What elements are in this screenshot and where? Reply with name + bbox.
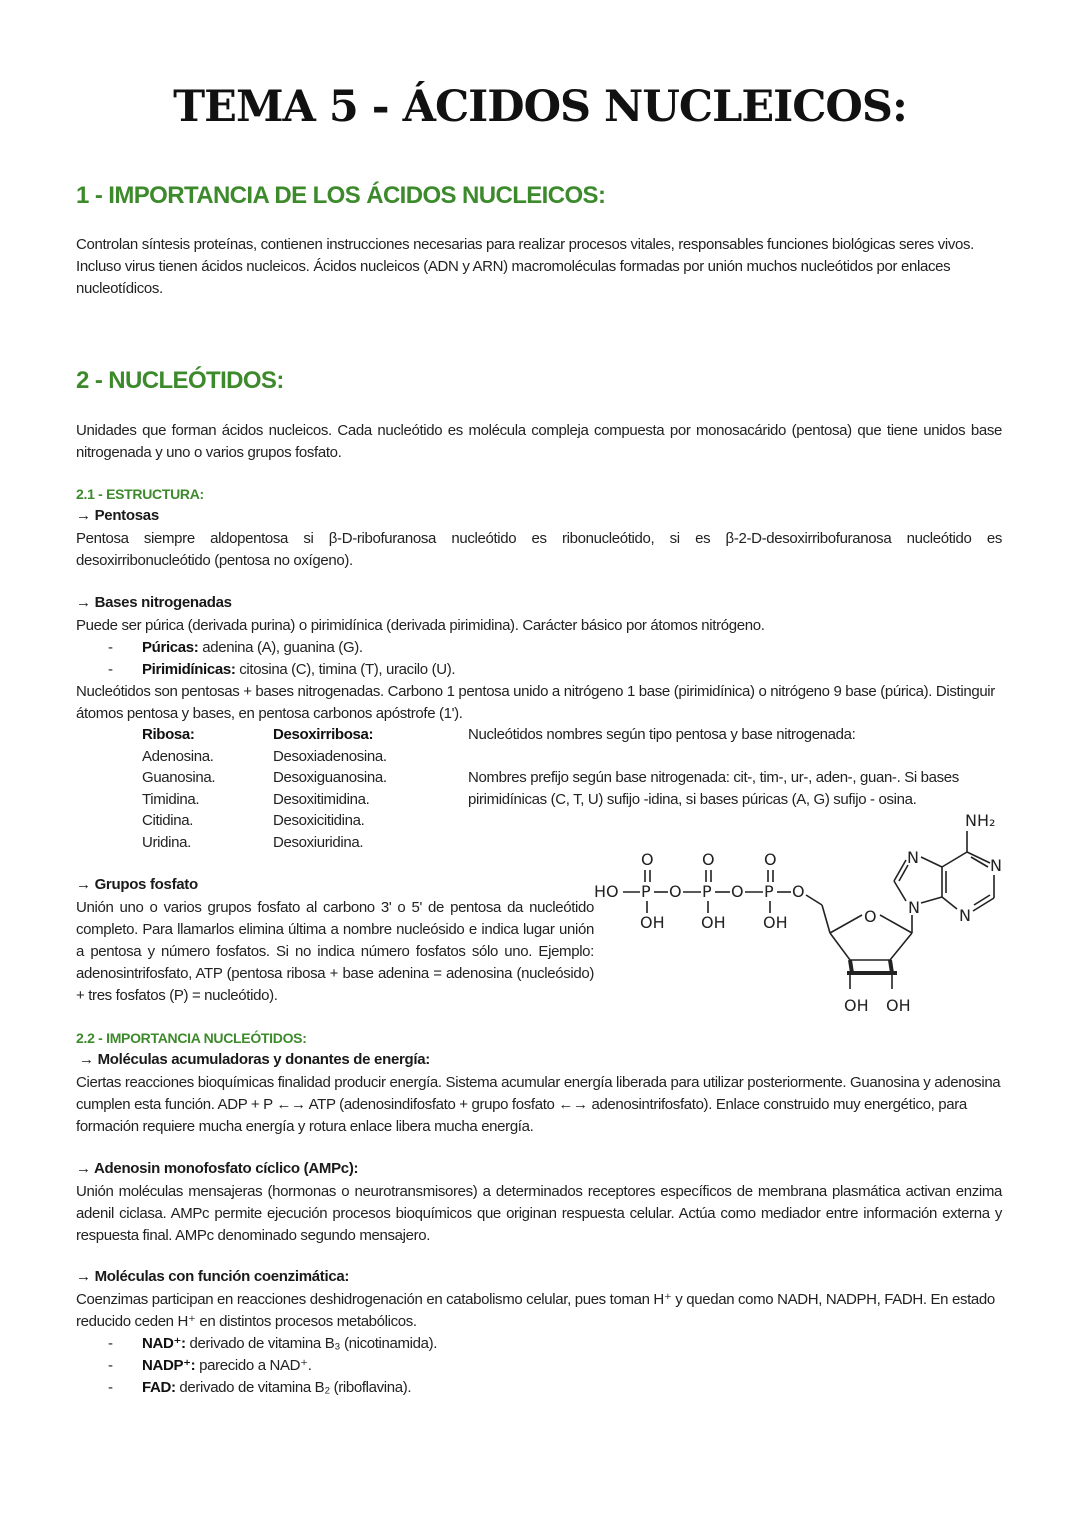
oh-label: OH	[701, 913, 726, 932]
list-item: Desoxiguanosina.	[273, 769, 387, 787]
bases-after-text: Nucleótidos son pentosas + bases nitrogenadas. Carbono 1 pentosa unido a nitrógeno 1 base (pirimidínica) o nitrógeno 9 base (púrica). Distinguir átomos pentosa y bases, en pentosa carbonos apóstrofe (1').	[76, 683, 995, 722]
ampc-heading: → Adenosin monofosfato cíclico (AMPc):	[76, 1160, 359, 1177]
list-item: Adenosina.	[142, 747, 214, 765]
oh-label: OH	[640, 913, 665, 932]
o-label: O	[792, 882, 805, 901]
list-item: Citidina.	[142, 812, 194, 830]
bullet-nadp: - NADP⁺: parecido a NAD⁺.	[108, 1357, 312, 1374]
pentosas-text: Pentosa siempre aldopentosa si β-D-ribofuranosa nucleótido es ribonucleótido, si es β-2-D-desoxirribofuranosa nucleótido es desoxirribonucleótido (pentosa no oxígeno).	[76, 530, 1002, 569]
ho-label: HO	[594, 882, 619, 901]
n-label: N	[908, 898, 920, 917]
n-label: N	[907, 848, 919, 867]
oh-label: OH	[844, 996, 869, 1015]
o-label: O	[669, 882, 682, 901]
naming-note: Nucleótidos nombres según tipo pentosa y base nitrogenada:	[468, 726, 856, 743]
section-2-heading: 2 - NUCLEÓTIDOS:	[76, 367, 284, 394]
desoxirribosa-list	[273, 724, 387, 854]
ribosa-list	[142, 724, 215, 854]
o-label: O	[641, 850, 654, 869]
energia-text: Ciertas reacciones bioquímicas finalidad producir energía. Sistema acumular energía liberada para utilizar posteriormente. Guanosina y adenosina cumplen esta función. ADP + P ←→ ATP (adenosindifosfato + grupo fosfato ←→ adenosintrifosfato). Enlace construido muy energético, para formación requiere mucha energía y rotura enlace libera mucha energía.	[76, 1074, 1001, 1135]
estructura-heading: 2.1 - ESTRUCTURA:	[76, 486, 204, 502]
bases-intro: Puede ser púrica (derivada purina) o pirimidínica (derivada pirimidina). Carácter básico por átomos nitrógeno.	[76, 617, 765, 634]
list-item: Desoxiadenosina.	[273, 747, 387, 765]
coenzimatica-heading: → Moléculas con función coenzimática:	[76, 1268, 350, 1285]
prefix-note: Nombres prefijo según base nitrogenada: cit-, tim-, ur-, aden-, guan-. Si bases pirimidínicas (C, T, U) sufijo -idina, si bases púricas (A, G) sufijo - osina.	[468, 769, 959, 808]
section-2-text: Unidades que forman ácidos nucleicos. Cada nucleótido es molécula compleja compuesta por monosacárido (pentosa) que tiene unidos base nitrogenada y uno o varios grupos fosfato.	[76, 422, 1002, 461]
n-label: N	[990, 856, 1002, 875]
list-item: Desoxicitidina.	[273, 812, 365, 830]
coenzimatica-text: Coenzimas participan en reacciones deshidrogenación en catabolismo celular, pues toman H⁺ y quedan como NADH, NADPH, FADH. En estado reducido ceden H⁺ en distintos procesos metabólicos.	[76, 1291, 995, 1330]
list-item: Desoxitimidina.	[273, 790, 370, 808]
page-title: TEMA 5 - ÁCIDOS NUCLEICOS:	[173, 82, 907, 132]
oh-label: OH	[763, 913, 788, 932]
ribosa-header: Ribosa:	[142, 726, 195, 743]
nh2-label: NH₂	[965, 811, 996, 830]
oh-label: OH	[886, 996, 911, 1015]
bullet-fad: - FAD: derivado de vitamina B₂ (riboflavina).	[108, 1379, 412, 1396]
list-item: Uridina.	[142, 833, 191, 851]
ampc-text: Unión moléculas mensajeras (hormonas o neurotransmisores) a determinados receptores específicos de membrana plasmática activan enzima adenil ciclasa. AMPc permite ejecución procesos bioquímicos que originan respuesta celular. Actúa como mediador entre información externa y respuesta final. AMPc denominado segundo mensajero.	[76, 1183, 1002, 1244]
bases-heading: → Bases nitrogenadas	[76, 594, 232, 611]
n-label: N	[959, 906, 971, 925]
p-label: P	[764, 882, 774, 901]
bullet-nad: - NAD⁺: derivado de vitamina B₃ (nicotinamida).	[108, 1335, 438, 1352]
importancia-heading: 2.2 - IMPORTANCIA NUCLEÓTIDOS:	[76, 1030, 307, 1046]
pentosas-heading: → Pentosas	[76, 507, 159, 524]
p-label: P	[641, 882, 651, 901]
bullet-pirimidinicas: - Pirimidínicas: citosina (C), timina (T), uracilo (U).	[108, 661, 456, 678]
section-1-text: Controlan síntesis proteínas, contienen instrucciones necesarias para realizar procesos vitales, responsables funciones biológicas seres vivos. Incluso virus tienen ácidos nucleicos. Ácidos nucleicos (ADN y ARN) macromoléculas formadas por unión muchos nucleótidos por enlaces nucleotídicos.	[76, 236, 974, 297]
energia-heading: → Moléculas acumuladoras y donantes de energía:	[79, 1051, 431, 1068]
o-label: O	[764, 850, 777, 869]
section-1-heading: 1 - IMPORTANCIA DE LOS ÁCIDOS NUCLEICOS:	[76, 182, 606, 209]
o-label: O	[702, 850, 715, 869]
fosfato-heading: → Grupos fosfato	[76, 876, 198, 893]
fosfato-text: Unión uno o varios grupos fosfato al carbono 3' o 5' de pentosa da nucleótido completo. Para llamarlos elimina última a nombre nucleósido e indica lugar unión a pentosa y número fosfatos. Si no indica número fosfatos sólo uno. Ejemplo: adenosintrifosfato, ATP (pentosa ribosa + base adenina = adenosina (nucleósido) + tres fosfatos (P) = nucleótido).	[76, 899, 594, 1004]
p-label: P	[702, 882, 712, 901]
list-item: Timidina.	[142, 790, 200, 808]
list-item: Guanosina.	[142, 769, 216, 787]
bullet-puricas: - Púricas: adenina (A), guanina (G).	[108, 639, 363, 656]
atp-molecule-diagram	[590, 805, 1010, 1020]
desoxirribosa-header: Desoxirribosa:	[273, 726, 374, 743]
o-label: O	[864, 907, 877, 926]
list-item: Desoxiuridina.	[273, 833, 364, 851]
o-label: O	[731, 882, 744, 901]
